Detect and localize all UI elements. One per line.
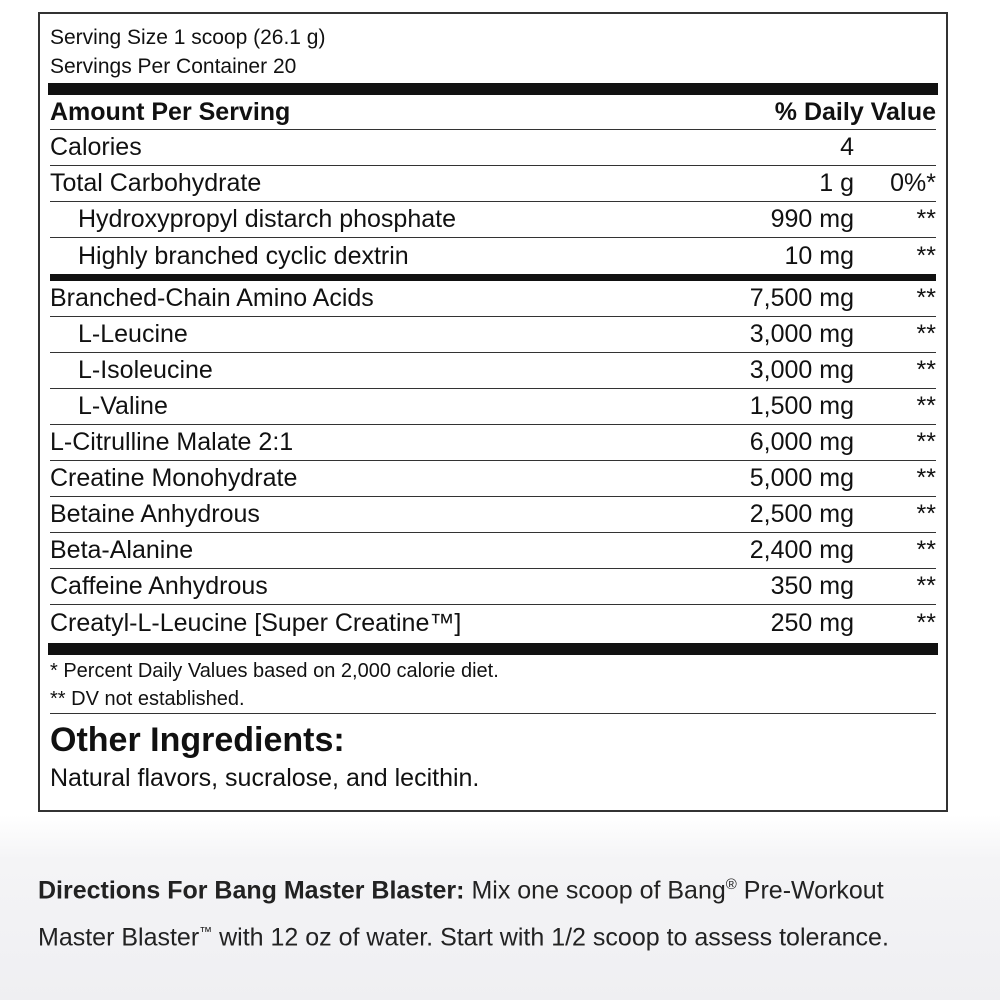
row-name: Betaine Anhydrous bbox=[50, 500, 260, 528]
thick-divider bbox=[48, 643, 938, 655]
directions-text-3: with 12 oz of water. Start with 1/2 scoop to assess tolerance. bbox=[212, 923, 889, 952]
row-dv: ** bbox=[916, 284, 936, 312]
directions-label: Directions For Bang Master Blaster: bbox=[38, 876, 465, 905]
row-name: Hydroxypropyl distarch phosphate bbox=[78, 205, 456, 233]
table-row bbox=[50, 533, 936, 569]
row-dv: ** bbox=[916, 428, 936, 456]
row-name: Creatine Monohydrate bbox=[50, 464, 298, 492]
row-name: Caffeine Anhydrous bbox=[50, 572, 268, 600]
row-amount: 5,000 mg bbox=[749, 464, 854, 492]
serving-info bbox=[50, 23, 936, 81]
servings-per-container: Servings Per Container 20 bbox=[50, 55, 297, 78]
row-amount: 3,000 mg bbox=[749, 356, 854, 384]
row-amount: 6,000 mg bbox=[749, 428, 854, 456]
table-row bbox=[50, 281, 936, 317]
row-name: Beta-Alanine bbox=[50, 536, 194, 564]
directions-text-2: Pre-Workout Master Blaster bbox=[38, 876, 884, 952]
registered-mark: ® bbox=[725, 876, 737, 893]
table-row bbox=[50, 461, 936, 497]
serving-size: Serving Size 1 scoop (26.1 g) bbox=[50, 26, 326, 49]
row-amount: 7,500 mg bbox=[749, 284, 854, 312]
directions-text-1: Mix one scoop of Bang bbox=[464, 876, 726, 905]
table-row bbox=[50, 569, 936, 605]
row-dv: 0%* bbox=[890, 169, 936, 197]
section-divider bbox=[50, 274, 936, 281]
table-row bbox=[50, 202, 936, 238]
row-dv: ** bbox=[916, 572, 936, 600]
row-amount: 1,500 mg bbox=[749, 392, 854, 420]
row-dv: ** bbox=[916, 205, 936, 233]
row-amount: 250 mg bbox=[770, 608, 854, 637]
table-header bbox=[50, 95, 936, 130]
row-name: L-Valine bbox=[78, 392, 168, 420]
row-amount: 990 mg bbox=[770, 205, 854, 233]
table-row bbox=[50, 425, 936, 461]
footnote-dv-basis: * Percent Daily Values based on 2,000 calorie diet. bbox=[50, 660, 499, 682]
footnotes bbox=[50, 655, 936, 713]
table-row bbox=[50, 238, 936, 274]
row-name: Calories bbox=[50, 133, 142, 161]
row-amount: 1 g bbox=[819, 169, 854, 197]
footnote-dv-not-established: ** DV not established. bbox=[50, 688, 245, 710]
row-dv: ** bbox=[916, 464, 936, 492]
row-name: Total Carbohydrate bbox=[50, 169, 262, 197]
row-dv: ** bbox=[916, 500, 936, 528]
row-amount: 350 mg bbox=[770, 572, 854, 600]
table-row bbox=[50, 166, 936, 202]
directions-paragraph bbox=[38, 864, 938, 959]
row-dv: ** bbox=[916, 536, 936, 564]
row-dv: ** bbox=[916, 320, 936, 348]
trademark-mark: ™ bbox=[199, 924, 213, 940]
row-name: L-Citrulline Malate 2:1 bbox=[50, 428, 294, 456]
table-row bbox=[50, 130, 936, 166]
row-dv: ** bbox=[916, 392, 936, 420]
supplement-facts-label bbox=[38, 12, 948, 812]
table-row bbox=[50, 317, 936, 353]
table-row bbox=[50, 605, 936, 641]
row-amount: 2,400 mg bbox=[749, 536, 854, 564]
row-dv: ** bbox=[916, 356, 936, 384]
amount-per-serving-header: Amount Per Serving bbox=[50, 97, 291, 126]
row-dv: ** bbox=[916, 241, 936, 270]
other-ingredients-title: Other Ingredients: bbox=[50, 721, 345, 759]
row-amount: 3,000 mg bbox=[749, 320, 854, 348]
table-row bbox=[50, 389, 936, 425]
table-row bbox=[50, 353, 936, 389]
row-amount: 10 mg bbox=[784, 241, 854, 270]
row-name: Creatyl-L-Leucine [Super Creatine™] bbox=[50, 608, 462, 637]
divider bbox=[50, 713, 936, 714]
table-row bbox=[50, 497, 936, 533]
other-ingredients-text: Natural flavors, sucralose, and lecithin. bbox=[50, 764, 480, 792]
row-name: Branched-Chain Amino Acids bbox=[50, 284, 374, 312]
daily-value-header: % Daily Value bbox=[774, 97, 936, 126]
row-dv: ** bbox=[916, 608, 936, 637]
row-name: Highly branched cyclic dextrin bbox=[78, 241, 409, 270]
row-amount: 4 bbox=[840, 133, 854, 161]
row-name: L-Leucine bbox=[78, 320, 188, 348]
row-name: L-Isoleucine bbox=[78, 356, 213, 384]
row-amount: 2,500 mg bbox=[749, 500, 854, 528]
thick-divider bbox=[48, 83, 938, 95]
